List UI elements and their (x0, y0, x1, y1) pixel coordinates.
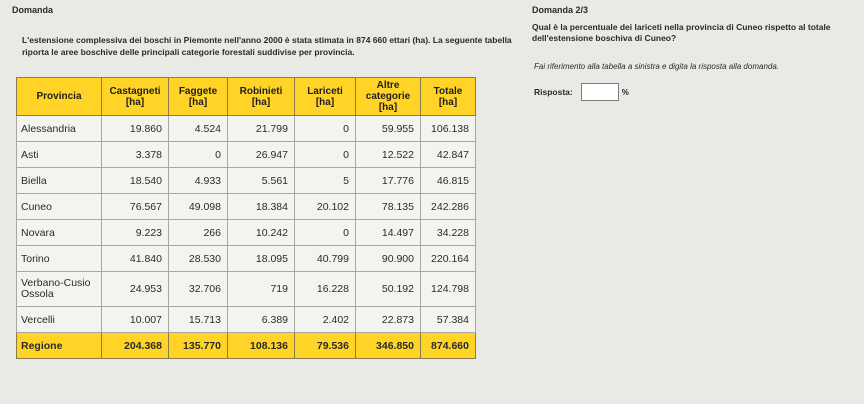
left-header: Domanda (12, 5, 54, 15)
question-counter: Domanda 2/3 (532, 5, 589, 15)
cell-provincia: Asti (17, 142, 102, 168)
table-row (17, 194, 476, 220)
cell-castagneti: 19.860 (102, 116, 169, 142)
cell-robinieti: 21.799 (228, 116, 295, 142)
percent-unit: % (621, 87, 629, 97)
col-lariceti: Lariceti [ha] (295, 78, 356, 116)
cell-lariceti: 5 (295, 168, 356, 194)
cell-totale: 242.286 (421, 194, 476, 220)
cell-castagneti: 76.567 (102, 194, 169, 220)
cell-faggete: 28.530 (169, 246, 228, 272)
table-row (17, 142, 476, 168)
cell-totale: 57.384 (421, 307, 476, 333)
question-hint: Fai riferimento alla tabella a sinistra e digita la risposta alla domanda. (534, 62, 780, 71)
table-row (17, 246, 476, 272)
cell-faggete: 32.706 (169, 272, 228, 307)
cell-totale: 874.660 (421, 333, 476, 359)
cell-totale: 220.164 (421, 246, 476, 272)
table-row (17, 307, 476, 333)
cell-robinieti: 6.389 (228, 307, 295, 333)
cell-lariceti: 20.102 (295, 194, 356, 220)
cell-totale: 34.228 (421, 220, 476, 246)
col-totale: Totale [ha] (421, 78, 476, 116)
cell-faggete: 4.933 (169, 168, 228, 194)
cell-faggete: 15.713 (169, 307, 228, 333)
cell-totale: 124.798 (421, 272, 476, 307)
cell-lariceti: 2.402 (295, 307, 356, 333)
cell-altre: 22.873 (356, 307, 421, 333)
cell-castagneti: 18.540 (102, 168, 169, 194)
cell-totale: 46.815 (421, 168, 476, 194)
col-altre: Altre categorie [ha] (356, 78, 421, 116)
cell-lariceti: 0 (295, 116, 356, 142)
col-robinieti: Robinieti [ha] (228, 78, 295, 116)
cell-faggete: 0 (169, 142, 228, 168)
cell-altre: 59.955 (356, 116, 421, 142)
cell-robinieti: 719 (228, 272, 295, 307)
cell-robinieti: 108.136 (228, 333, 295, 359)
intro-text: L'estensione complessiva dei boschi in Piemonte nell'anno 2000 è stata stimata in 874 660 ettari (ha). La seguente tabella riporta le aree boschive delle principali categorie forestali suddivise per provincia. (22, 35, 512, 57)
forest-table (16, 77, 476, 359)
table-header-row (17, 78, 476, 116)
cell-lariceti: 16.228 (295, 272, 356, 307)
cell-lariceti: 0 (295, 142, 356, 168)
cell-provincia: Regione (17, 333, 102, 359)
cell-altre: 90.900 (356, 246, 421, 272)
table-row (17, 168, 476, 194)
cell-altre: 12.522 (356, 142, 421, 168)
cell-castagneti: 10.007 (102, 307, 169, 333)
cell-castagneti: 9.223 (102, 220, 169, 246)
cell-provincia: Novara (17, 220, 102, 246)
cell-altre: 50.192 (356, 272, 421, 307)
table-total-row (17, 333, 476, 359)
table-row (17, 272, 476, 307)
cell-castagneti: 24.953 (102, 272, 169, 307)
cell-altre: 14.497 (356, 220, 421, 246)
answer-input[interactable] (581, 83, 619, 101)
cell-lariceti: 40.799 (295, 246, 356, 272)
cell-lariceti: 0 (295, 220, 356, 246)
table-row (17, 116, 476, 142)
cell-provincia: Verbano-Cusio Ossola (17, 272, 102, 307)
cell-robinieti: 18.095 (228, 246, 295, 272)
cell-provincia: Biella (17, 168, 102, 194)
answer-label: Risposta: (534, 87, 573, 97)
cell-provincia: Alessandria (17, 116, 102, 142)
cell-altre: 17.776 (356, 168, 421, 194)
cell-provincia: Cuneo (17, 194, 102, 220)
cell-lariceti: 79.536 (295, 333, 356, 359)
cell-totale: 42.847 (421, 142, 476, 168)
col-castagneti: Castagneti [ha] (102, 78, 169, 116)
table-row (17, 220, 476, 246)
cell-robinieti: 10.242 (228, 220, 295, 246)
cell-faggete: 135.770 (169, 333, 228, 359)
cell-provincia: Vercelli (17, 307, 102, 333)
cell-faggete: 4.524 (169, 116, 228, 142)
cell-faggete: 266 (169, 220, 228, 246)
cell-castagneti: 204.368 (102, 333, 169, 359)
cell-provincia: Torino (17, 246, 102, 272)
cell-totale: 106.138 (421, 116, 476, 142)
cell-altre: 346.850 (356, 333, 421, 359)
cell-robinieti: 18.384 (228, 194, 295, 220)
answer-row (534, 83, 629, 101)
cell-faggete: 49.098 (169, 194, 228, 220)
cell-castagneti: 41.840 (102, 246, 169, 272)
col-provincia: Provincia (17, 78, 102, 116)
cell-altre: 78.135 (356, 194, 421, 220)
cell-robinieti: 26.947 (228, 142, 295, 168)
cell-castagneti: 3.378 (102, 142, 169, 168)
cell-robinieti: 5.561 (228, 168, 295, 194)
question-text: Qual è la percentuale dei lariceti nella provincia di Cuneo rispetto al totale dell'estensione boschiva di Cuneo? (532, 22, 831, 43)
col-faggete: Faggete [ha] (169, 78, 228, 116)
